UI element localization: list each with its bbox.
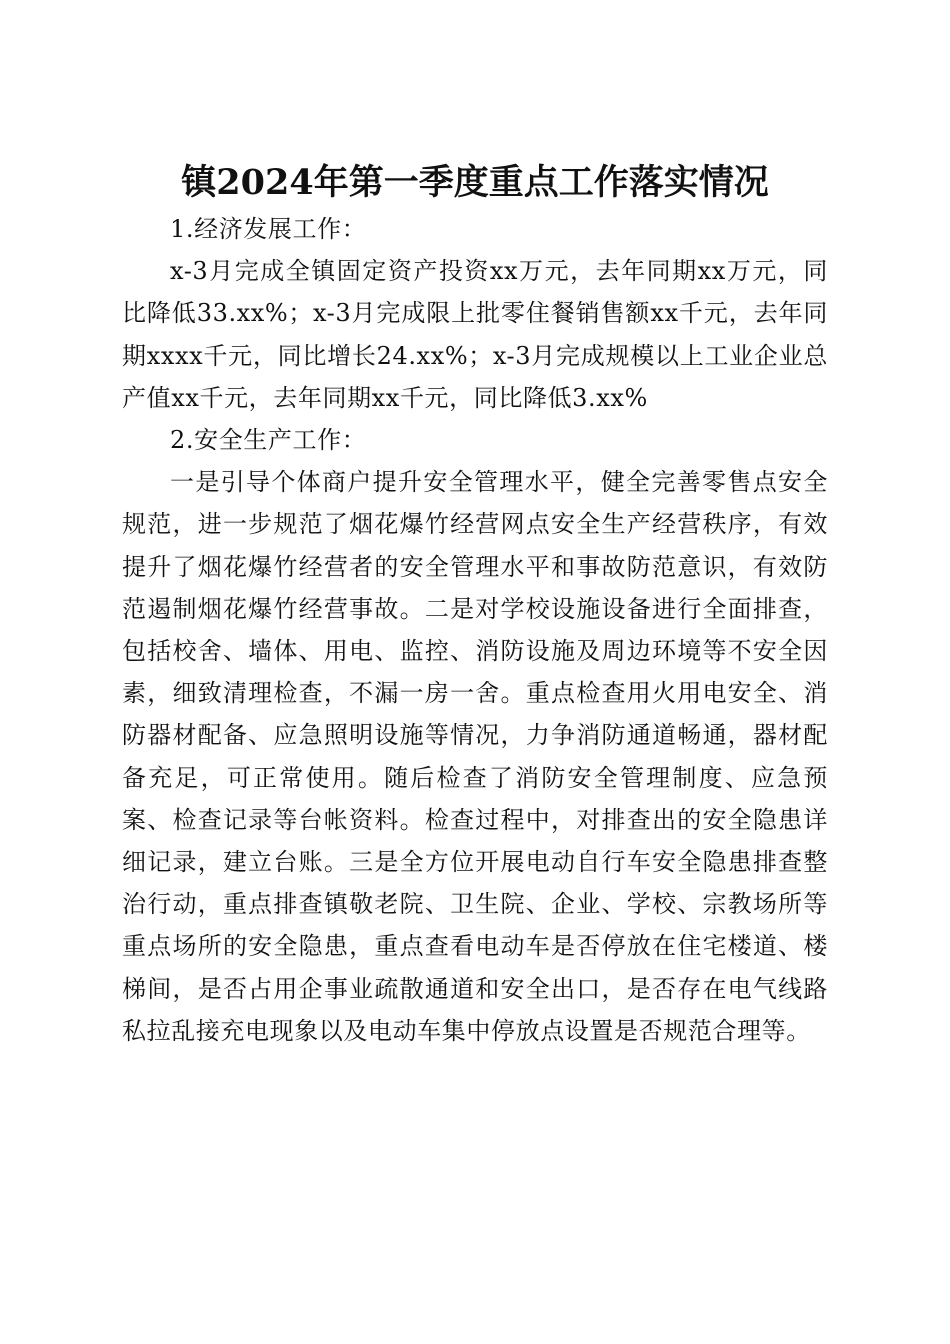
paragraph-economy: x-3月完成全镇固定资产投资xx万元，去年同期xx万元，同比降低33.xx%；x-3月完成限上批零住餐销售额xx千元，去年同期xxxx千元，同比增长24.xx%；x-3月完成规模以上工业企业总产值xx千元，去年同期xx千元，同比降低3.xx% — [122, 257, 828, 412]
section-heading-economy: 1.经济发展工作： — [170, 215, 367, 243]
document-title: 镇2024年第一季度重点工作落实情况 — [181, 162, 769, 204]
document-body — [122, 208, 828, 1052]
section-heading-safety: 2.安全生产工作： — [170, 426, 367, 455]
paragraph-safety: 一是引导个体商户提升安全管理水平，健全完善零售点安全规范，进一步规范了烟花爆竹经营网点安全生产经营秩序，有效提升了烟花爆竹经营者的安全管理水平和事故防范意识，有效防范遏制烟花爆竹经营事故。二是对学校设施设备进行全面排查，包括校舍、墙体、用电、监控、消防设施及周边环境等不安全因素，细致清理检查，不漏一房一舍。重点检查用火用电安全、消防器材配备、应急照明设施等情况，力争消防通道畅通，器材配备充足，可正常使用。随后检查了消防安全管理制度、应急预案、检查记录等台帐资料。检查过程中，对排查出的安全隐患详细记录，建立台账。三是全方位开展电动自行车安全隐患排查整治行动，重点排查镇敬老院、卫生院、企业、学校、宗教场所等重点场所的安全隐患，重点查看电动车是否停放在住宅楼道、楼梯间，是否占用企事业疏散通道和安全出口，是否存在电气线路私拉乱接充电现象以及电动车集中停放点设置是否规范合理等。 — [122, 468, 828, 1045]
